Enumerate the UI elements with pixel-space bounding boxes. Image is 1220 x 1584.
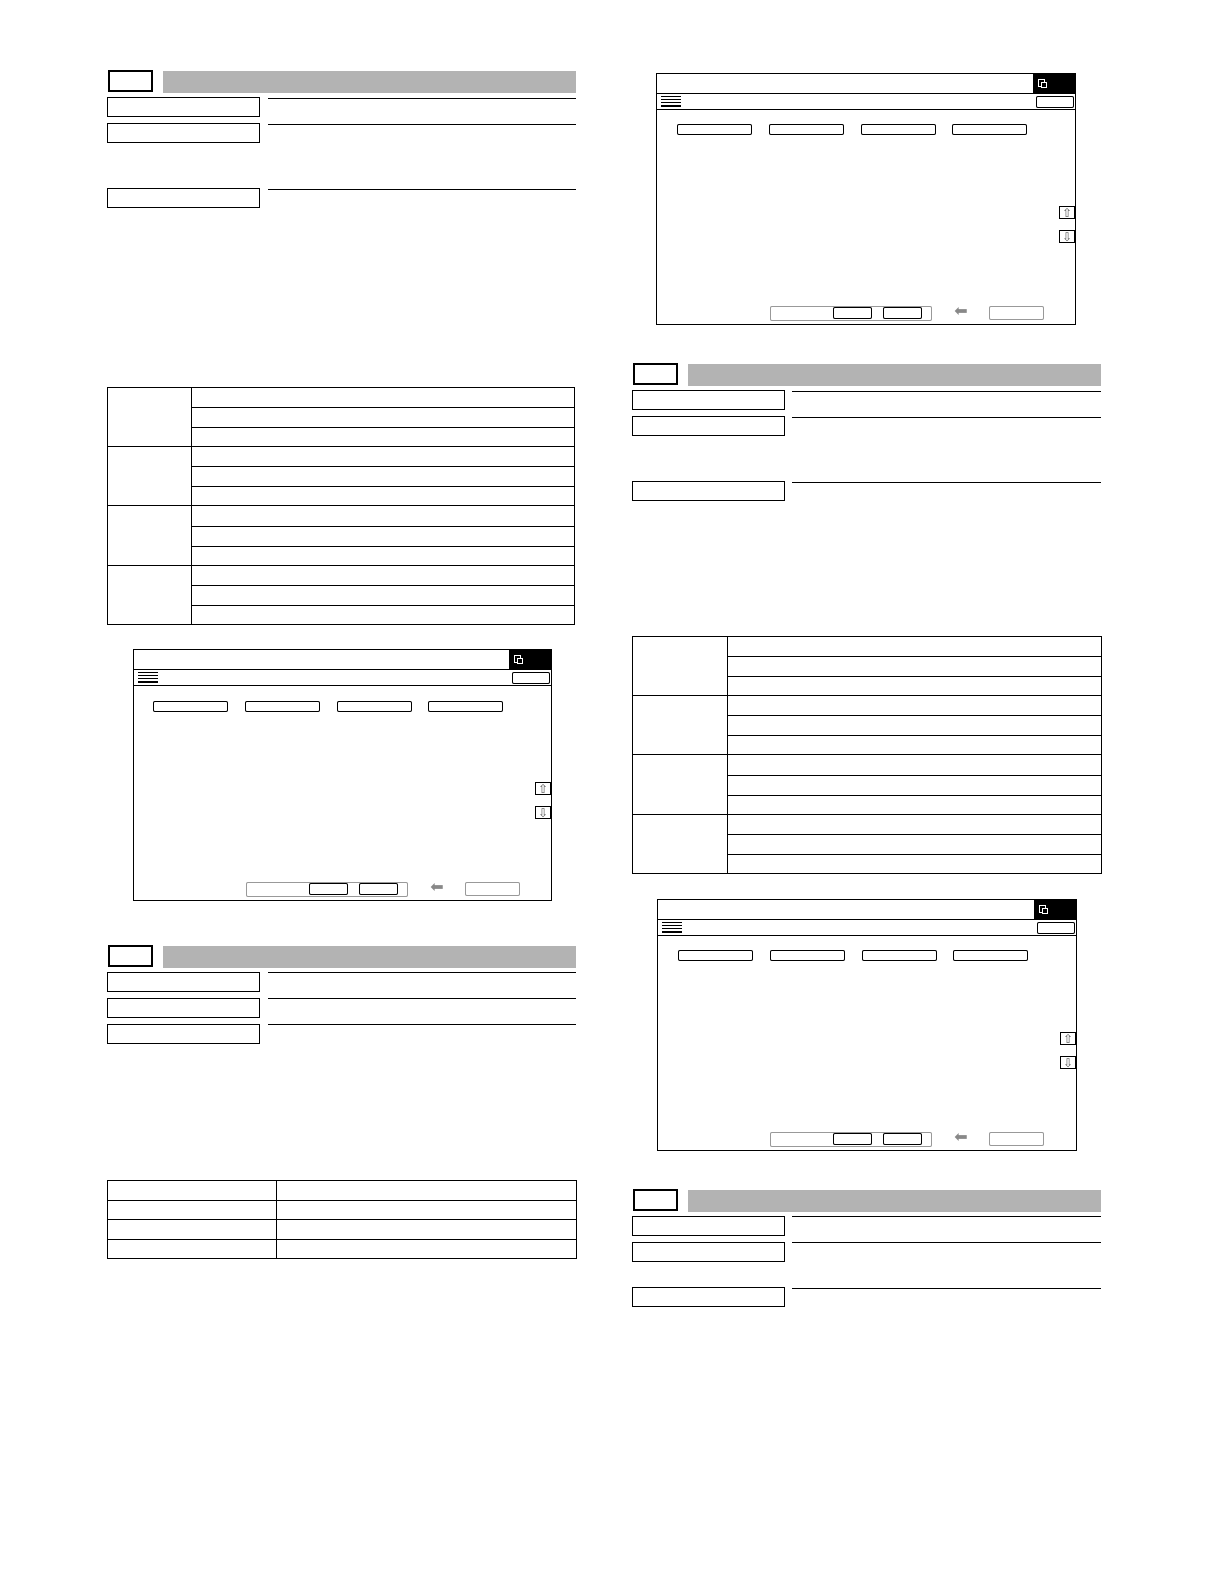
screen-title-bar [657,74,1075,94]
screen-option-button-2[interactable] [769,124,844,135]
left-arrow-icon: ⬅ [954,303,968,320]
table-cell [192,428,575,447]
down-arrow-icon: ⇩ [1062,1056,1074,1070]
section-1-rule-3 [268,189,576,190]
screen-bottom-button-2[interactable] [359,883,398,895]
scroll-up-button[interactable] [535,782,551,795]
screen-mockup-3 [657,899,1077,1151]
section-1-rule-2 [268,124,576,125]
screen-option-button-4[interactable] [953,950,1028,961]
table-group-cell [108,447,192,506]
table-cell [277,1220,577,1240]
section-3-settings-table [632,636,1102,874]
table-cell [728,834,1102,854]
screen-ok-button[interactable] [512,672,550,684]
up-arrow-icon: ⇧ [1062,1032,1074,1046]
section-2-header-bar [163,946,576,968]
copy-icon[interactable] [1033,74,1075,94]
screen-option-button-3[interactable] [862,950,937,961]
screen-sub-bar [657,94,1075,110]
screen-bottom-button-1[interactable] [309,883,348,895]
menu-icon[interactable] [661,96,681,108]
table-cell [728,696,1102,716]
copy-icon[interactable] [1034,900,1076,920]
table-group-cell [633,755,728,814]
section-1-settings-table [107,387,575,625]
table-cell [192,526,575,546]
menu-icon[interactable] [138,672,158,684]
table-cell [192,467,575,487]
screen-bottom-button-2[interactable] [883,1133,922,1145]
left-arrow-icon: ⬅ [430,879,444,896]
screen-ok-button[interactable] [1036,96,1074,108]
section-1-field-label-1 [107,97,260,117]
section-2-rule-3 [268,1024,576,1025]
table-cell [277,1200,577,1220]
table-cell [108,1181,277,1201]
table-cell [108,1239,277,1259]
screen-bottom-button-1[interactable] [833,307,872,319]
table-cell [728,854,1102,873]
scroll-up-button[interactable] [1060,1032,1076,1045]
section-2-rule-1 [268,972,576,973]
section-2-settings-table [107,1180,577,1259]
back-arrow-button[interactable] [952,1130,970,1146]
menu-icon[interactable] [662,922,682,934]
back-arrow-button[interactable] [428,880,446,896]
screen-option-button-4[interactable] [428,701,503,712]
screen-option-button-3[interactable] [861,124,936,135]
section-1-field-label-2 [107,123,260,143]
table-group-cell [108,506,192,565]
table-cell [728,814,1102,834]
screen-mockup-2 [656,73,1076,325]
section-4-header-bar [688,1190,1101,1212]
down-arrow-icon: ⇩ [1061,230,1073,244]
section-4-field-label-3 [632,1287,785,1307]
screen-sub-bar [658,920,1076,936]
table-group-cell [633,637,728,696]
table-cell [108,1220,277,1240]
table-cell [192,447,575,467]
screen-option-button-3[interactable] [337,701,412,712]
screen-mockup-1 [133,649,552,901]
section-3-rule-1 [792,391,1101,392]
section-1-field-label-3 [107,188,260,208]
section-2-field-label-2 [107,998,260,1018]
section-1-code-box [108,70,153,92]
table-cell [192,546,575,565]
screen-option-button-1[interactable] [677,124,752,135]
section-3-field-label-2 [632,416,785,436]
section-3-field-label-3 [632,481,785,501]
table-cell [728,755,1102,775]
table-cell [192,605,575,624]
table-cell [192,408,575,428]
section-2-code-box [108,945,153,967]
table-cell [277,1181,577,1201]
table-cell [728,677,1102,696]
table-group-cell [633,814,728,873]
table-cell [728,716,1102,736]
table-cell [728,736,1102,755]
screen-ok-button[interactable] [1037,922,1075,934]
table-cell [192,506,575,526]
copy-icon[interactable] [509,650,551,670]
section-4-field-label-1 [632,1216,785,1236]
section-4-rule-2 [792,1242,1101,1243]
down-arrow-icon: ⇩ [537,806,549,820]
table-cell [728,795,1102,814]
up-arrow-icon: ⇧ [1061,206,1073,220]
section-3-code-box [633,363,678,385]
table-group-cell [633,696,728,755]
back-arrow-button[interactable] [952,304,970,320]
section-3-rule-3 [792,482,1101,483]
section-2-rule-2 [268,998,576,999]
screen-option-button-2[interactable] [245,701,320,712]
screen-title-bar [134,650,551,670]
screen-disabled-button [989,1132,1044,1146]
section-3-header-bar [688,364,1101,386]
table-cell [192,565,575,585]
screen-bottom-button-1[interactable] [833,1133,872,1145]
section-3-rule-2 [792,417,1101,418]
scroll-down-button[interactable] [535,806,551,819]
table-cell [728,637,1102,657]
section-4-rule-1 [792,1216,1101,1217]
table-group-cell [108,565,192,624]
screen-option-button-1[interactable] [153,701,228,712]
section-2-field-label-1 [107,972,260,992]
section-3-field-label-1 [632,390,785,410]
section-2-field-label-3 [107,1024,260,1044]
section-1-rule-1 [268,98,576,99]
screen-sub-bar [134,670,551,686]
table-cell [108,1200,277,1220]
screen-option-button-2[interactable] [770,950,845,961]
section-4-field-label-2 [632,1242,785,1262]
section-1-header-bar [163,71,576,93]
screen-disabled-button [465,882,520,896]
scroll-up-button[interactable] [1059,206,1075,219]
table-cell [728,657,1102,677]
scroll-down-button[interactable] [1060,1056,1076,1069]
left-arrow-icon: ⬅ [954,1129,968,1146]
table-cell [728,775,1102,795]
up-arrow-icon: ⇧ [537,782,549,796]
table-cell [192,585,575,605]
table-group-cell [108,388,192,447]
section-4-rule-3 [792,1288,1101,1289]
screen-title-bar [658,900,1076,920]
screen-bottom-button-2[interactable] [883,307,922,319]
screen-option-button-1[interactable] [678,950,753,961]
screen-disabled-button [989,306,1044,320]
section-4-code-box [633,1189,678,1211]
table-cell [192,388,575,408]
screen-option-button-4[interactable] [952,124,1027,135]
scroll-down-button[interactable] [1059,230,1075,243]
table-cell [192,487,575,506]
table-cell [277,1239,577,1259]
